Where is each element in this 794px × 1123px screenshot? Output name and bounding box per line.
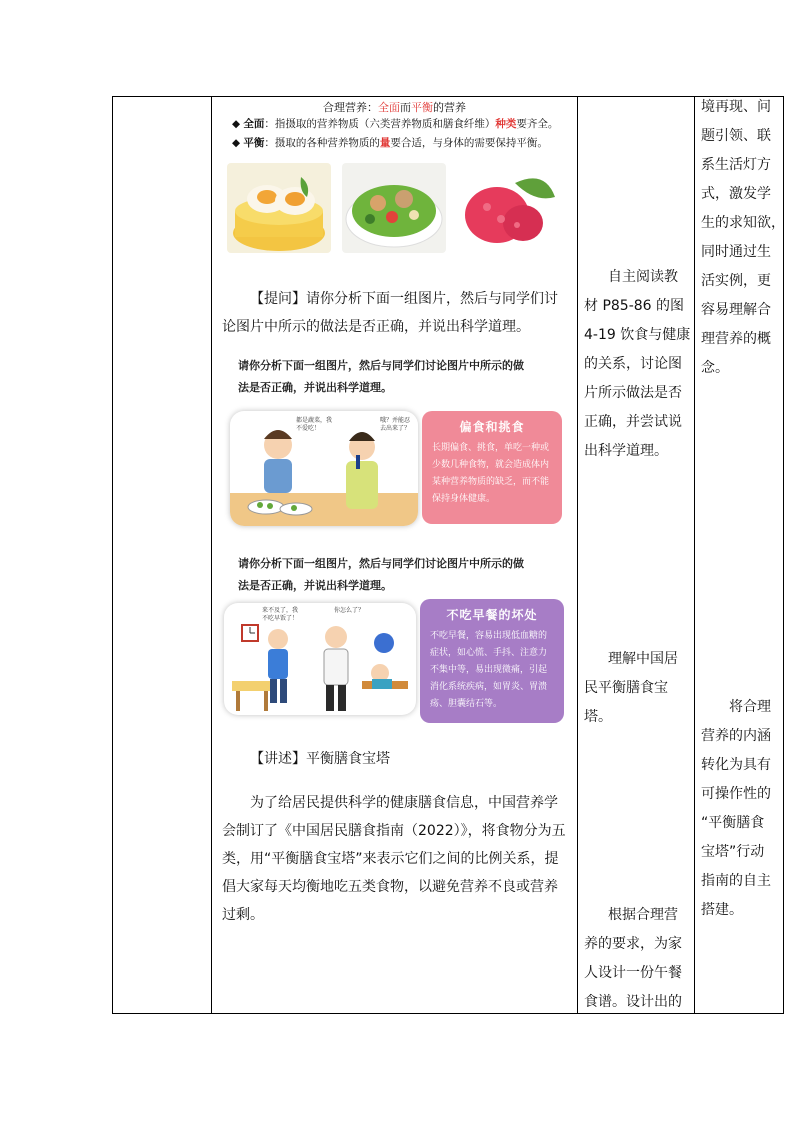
- bullet-highlight: 量: [379, 137, 391, 149]
- text-line: 搭建。: [701, 902, 743, 918]
- text-line: 4-19 饮食与健康: [584, 327, 691, 343]
- text-line: 材 P85-86 的图: [584, 298, 685, 314]
- prompt-line: 请你分析下面一组图片，然后与同学们讨论图片中所示的做: [238, 359, 524, 372]
- text-line: 人设计一份午餐: [584, 965, 682, 981]
- slide-title-suffix: 的营养: [433, 101, 466, 114]
- lecture-heading: [222, 745, 567, 773]
- speech-bubble: 来不及了，我不吃早饭了！: [262, 607, 299, 622]
- text-line: 生的求知欲，: [701, 215, 785, 231]
- picky-eating-panel: [222, 355, 567, 530]
- bullet-label: 全面: [243, 118, 265, 130]
- text-line: 系生活灯方: [701, 157, 771, 173]
- slide-title-prefix: 合理营养：: [323, 101, 378, 114]
- text-line: 理营养的概: [701, 331, 771, 347]
- panel-prompt: [222, 355, 567, 399]
- text-line: 活实例，更: [701, 273, 771, 289]
- intent-block-scenario: [701, 93, 785, 383]
- intent-block-pagoda: [701, 693, 785, 925]
- lecture-paragraph: 为了给居民提供科学的健康膳食信息，中国营养学会制订了《中国居民膳食指南（2022）》，将食物分为五类，用“平衡膳食宝塔”来表示它们之间的比例关系，提倡大家每天均衡地吃五类食物，以避免营养不良或营养过剩。: [222, 795, 566, 923]
- prompt-line: 法是否正确，并说出科学道理。: [238, 381, 392, 394]
- info-box-title: 偏食和挑食: [459, 420, 525, 434]
- student-block-reading: [584, 263, 692, 466]
- nutrition-slide: [222, 97, 567, 259]
- question-paragraph: [222, 285, 567, 341]
- lecture-tag: 【讲述】: [250, 751, 306, 767]
- text-line: 自主阅读教: [608, 269, 678, 285]
- prompt-line: 法是否正确，并说出科学道理。: [238, 579, 392, 592]
- skip-breakfast-info-box: [420, 599, 564, 723]
- bullet-text: 要合适，与身体的需要保持平衡。: [390, 137, 548, 149]
- skip-breakfast-cartoon: [224, 603, 416, 715]
- text-line: 理解中国居: [608, 651, 678, 667]
- bullet-text: 要齐全。: [516, 118, 559, 130]
- salad-photo: [342, 163, 446, 253]
- info-box-title: 不吃早餐的坏处: [446, 608, 538, 622]
- diamond-bullet-icon: ◆: [232, 118, 241, 130]
- info-box-text: 不吃早餐，容易出现低血糖的症状，如心慌、手抖、注意力不集中等，易出现微痛，引起消化系统疾病，如胃炎、胃溃疡、胆囊结石等。: [430, 631, 548, 709]
- text-line: 指南的自主: [701, 873, 771, 889]
- text-line: 将合理: [729, 699, 771, 715]
- text-line: 念。: [701, 360, 729, 376]
- student-block-pagoda: [584, 645, 694, 732]
- slide-title: [222, 99, 567, 115]
- slide-title-mid: 而: [400, 101, 411, 114]
- text-line: 营养的内涵: [701, 728, 771, 744]
- text-line: 可操作性的: [701, 786, 771, 802]
- text-line: 正确，并尝试说: [584, 414, 682, 430]
- design-intent-column: [695, 97, 785, 1013]
- text-line: 题引领、联: [701, 128, 771, 144]
- slide-title-highlight: 全面: [378, 101, 400, 114]
- text-line: 片所示做法是否: [584, 385, 682, 401]
- picky-eating-cartoon: [230, 411, 418, 526]
- text-line: 转化为具有: [701, 757, 771, 773]
- egg-photo: [227, 163, 331, 253]
- slide-title-highlight: 平衡: [411, 101, 433, 114]
- picky-eating-info-box: [422, 411, 562, 524]
- speech-bubble: 哦？并能忍去出来了？: [380, 417, 411, 432]
- speech-bubble: 你怎么了？: [334, 607, 365, 614]
- skip-breakfast-panel: [222, 553, 567, 733]
- lesson-table: [112, 96, 784, 1014]
- text-line: 容易理解合: [701, 302, 771, 318]
- question-text: 请你分析下面一组图片，然后与同学们讨论图片中所示的做法是否正确，并说出科学道理。: [222, 291, 558, 335]
- text-line: “平衡膳食: [701, 815, 765, 831]
- text-line: 民平衡膳食宝塔。: [584, 680, 668, 725]
- info-box-text: 长期偏食、挑食，单吃一种或少数几种食物，就会造成体内某种营养物质的缺乏，而不能保持身体健康。: [432, 443, 550, 504]
- text-line: 宝塔”行动: [701, 844, 765, 860]
- bullet-text: ：摄取的各种营养物质的: [264, 137, 380, 149]
- diamond-bullet-icon: ◆: [232, 137, 241, 149]
- text-line: 食谱。设计出的: [584, 994, 682, 1010]
- text-line: 式，激发学: [701, 186, 771, 202]
- raspberry-photo: [457, 163, 561, 253]
- lecture-title: 平衡膳食宝塔: [306, 751, 390, 767]
- speech-bubble: 都是蔬菜，我不爱吃！: [296, 417, 333, 432]
- text-line: 根据合理营: [608, 907, 678, 923]
- bullet-highlight: 种类: [495, 118, 517, 130]
- teacher-activity-column: [212, 97, 577, 1013]
- student-block-menu: [584, 901, 692, 1017]
- text-line: 养的要求，为家: [584, 936, 682, 952]
- text-line: 出科学道理。: [584, 443, 668, 459]
- slide-bullet-complete: [222, 115, 567, 134]
- bullet-text: ：指摄取的营养物质（六类营养物质和膳食纤维）: [264, 118, 496, 130]
- slide-bullet-balance: [222, 134, 567, 153]
- student-activity-column: [578, 97, 694, 1013]
- bullet-label: 平衡: [243, 137, 265, 149]
- panel-prompt: [222, 553, 567, 597]
- text-line: 境再现、问: [701, 99, 771, 115]
- text-line: 同时通过生: [701, 244, 771, 260]
- question-tag: 【提问】: [250, 291, 306, 307]
- prompt-line: 请你分析下面一组图片，然后与同学们讨论图片中所示的做: [238, 557, 524, 570]
- text-line: 的关系，讨论图: [584, 356, 682, 372]
